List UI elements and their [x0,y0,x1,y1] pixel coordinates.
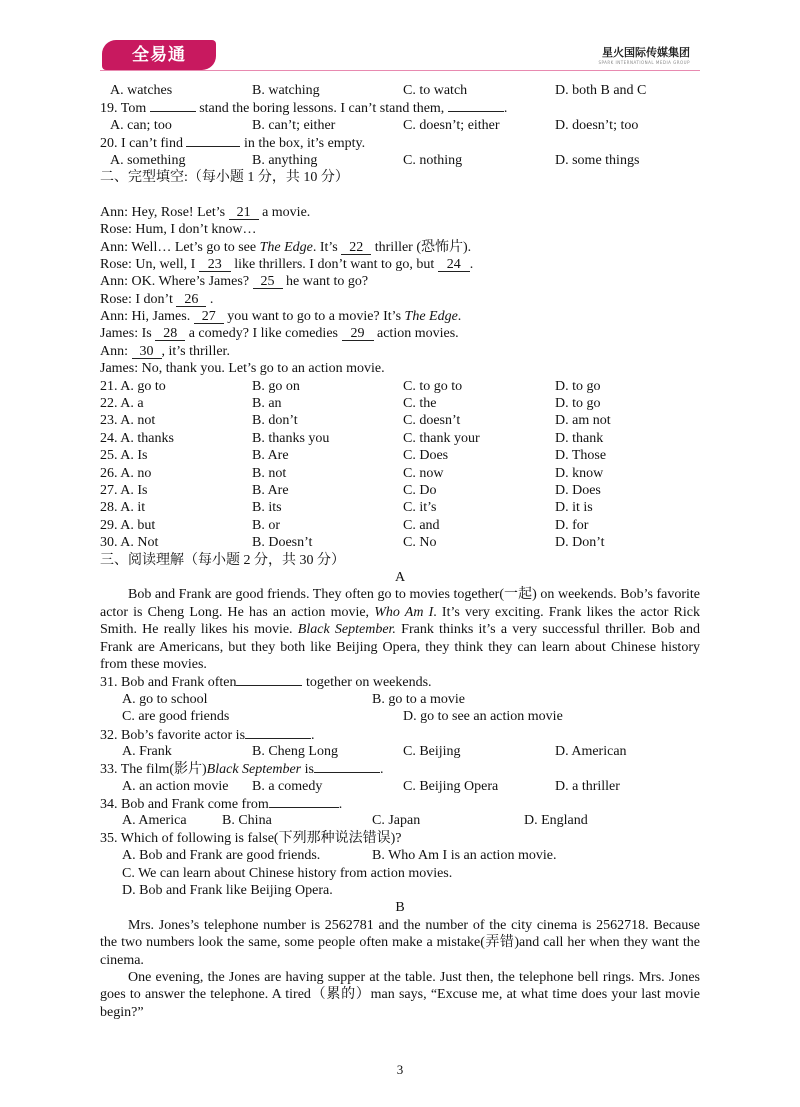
question-34: 34. Bob and Frank come from . [100,797,343,813]
option: D. am not [555,413,611,429]
option: D. for [555,517,589,533]
option: 21. A. go to [100,378,166,394]
option: D. a thriller [555,778,620,794]
option: C. Do [403,482,437,498]
option: D. it is [555,500,593,516]
cloze-option-row [100,534,700,551]
dialogue-line: Rose: Un, well, I 23 like thrillers. I don’t want to go, but 24 . [100,256,474,272]
option: D. know [555,465,604,481]
option: B. its [252,500,282,516]
option: A. Bob and Frank are good friends. [122,848,321,864]
brand-logo: 全易通 [102,40,216,70]
option: B. Are [252,482,289,498]
option: 26. A. no [100,465,152,481]
question-32: 32. Bob’s favorite actor is . [100,727,315,743]
q20-options [100,152,700,169]
option: C. the [403,396,437,412]
q33-options [100,778,700,795]
option: B. can’t; either [252,117,336,133]
publisher-name-en: SPARK INTERNATIONAL MEDIA GROUP [598,60,690,65]
cloze-option-row [100,378,700,395]
option: D. Does [555,482,601,498]
option: A. go to school [122,691,208,707]
option: C. and [403,517,440,533]
option: B. Who Am I is an action movie. [372,848,557,864]
option: 25. A. Is [100,448,148,464]
option: 30. A. Not [100,535,159,551]
option: C. are good friends [122,709,230,725]
q32-options [100,743,700,760]
question-35: 35. Which of following is false(下列那种说法错误)? [100,830,402,846]
option: D. thank [555,430,604,446]
option: B. Cheng Long [252,743,338,759]
option: 28. A. it [100,500,146,516]
option: C. it’s [403,500,437,516]
option: C. Beijing [403,743,461,759]
option: B. go on [252,378,300,394]
cloze-option-row [100,517,700,534]
option: D. England [524,813,588,829]
option: D. Bob and Frank like Beijing Opera. [122,883,333,899]
option: B. watching [252,83,320,98]
q35-options [100,865,700,882]
option: D. to go [555,396,601,412]
option: C. to watch [403,83,468,98]
option: C. No [403,535,437,551]
publisher-name: 星火国际传媒集团 [602,46,690,59]
question-31: 31. Bob and Frank often together on weekends. [100,675,432,691]
dialogue-line: Ann: 30 , it’s thriller. [100,343,230,359]
option: A. can; too [110,117,172,133]
section-2-title: 二、完型填空:（每小题 1 分，共 10 分） [100,169,349,185]
option: 23. A. not [100,413,156,429]
passage-b-label: B [395,900,405,916]
dialogue-line: Rose: I don’t 26 . [100,291,214,307]
option: A. watches [110,83,173,98]
header-divider [100,70,700,71]
option: A. an action movie [122,778,229,794]
passage-b-paragraph: One evening, the Jones are having supper at the table. Just then, the telephone bell rings. Mrs. Jones goes to answer the telephone. A tired（累的）man says, “Excuse me, at what time does your last movie begin?” [100,970,700,1020]
cloze-option-row [100,447,700,464]
question-19: 19. Tom stand the boring lessons. I can’t stand them, . [100,101,508,117]
q31-options [100,691,700,708]
cloze-option-row [100,482,700,499]
option: B. not [252,465,287,481]
option: B. an [252,396,282,412]
option: C. Does [403,448,449,464]
option: C. to go to [403,378,463,394]
option: B. go to a movie [372,691,465,707]
passage-a-label: A [394,569,406,585]
dialogue-line: Ann: Well… Let’s go to see The Edge. It’s 22 thriller (恐怖片). [100,239,472,255]
option: D. doesn’t; too [555,117,639,133]
option: D. Those [555,448,607,464]
dialogue-line: Rose: Hum, I don’t know… [100,222,257,238]
page-number: 3 [396,1062,404,1077]
option: 22. A. a [100,396,144,412]
dialogue-line: Ann: OK. Where’s James? 25 he want to go? [100,274,369,290]
dialogue-line: Ann: Hey, Rose! Let’s 21 a movie. [100,204,311,220]
option: D. go to see an action movie [403,709,563,725]
q19-options [100,117,700,134]
option: B. or [252,517,280,533]
publisher-mark [598,44,690,65]
q35-options [100,882,700,899]
option: B. don’t [252,413,298,429]
question-20: 20. I can’t find in the box, it’s empty. [100,136,366,152]
q35-options [100,847,700,864]
option: D. some things [555,152,640,168]
question-33: 33. The film(影片)Black September is . [100,762,384,778]
option: B. Doesn’t [252,535,313,551]
option: A. America [122,813,187,829]
option: B. China [222,813,272,829]
cloze-option-row [100,465,700,482]
option: C. Beijing Opera [403,778,499,794]
cloze-option-row [100,499,700,516]
option: B. thanks you [252,430,330,446]
q34-options [100,812,700,829]
option: C. doesn’t [403,413,461,429]
option: C. We can learn about Chinese history from action movies. [122,865,453,881]
cloze-option-row [100,412,700,429]
option: C. thank your [403,430,480,446]
option: 24. A. thanks [100,430,174,446]
q31-options [100,708,700,725]
option: D. Don’t [555,535,605,551]
dialogue-line: Ann: Hi, James. 27 you want to go to a movie? It’s The Edge. [100,309,462,325]
exam-content [100,82,700,1021]
cloze-option-row [100,430,700,447]
option: D. American [555,743,627,759]
option: C. Japan [372,813,421,829]
option: D. to go [555,378,601,394]
option: A. something [110,152,186,168]
cloze-options [100,378,700,552]
dialogue-line: James: No, thank you. Let’s go to an action movie. [100,361,385,377]
q18-options [100,82,700,99]
cloze-option-row [100,395,700,412]
option: B. anything [252,152,318,168]
option: D. both B and C [555,83,647,98]
option: A. Frank [122,743,172,759]
option: B. Are [252,448,289,464]
passage-a-text: Bob and Frank are good friends. They often go to movies together(一起) on weekends. Bob’s favorite actor is Cheng Long. He has an action movie, Who Am I. It’s very exciting. Frank likes the actor Rick Smith. He really likes his movie. Black September. Frank thinks it’s a very successful thriller. Bob and Frank are Americans, but they both like Beijing Opera, they think they can learn about Chinese history from these movies. [100,587,700,672]
option: B. a comedy [252,778,323,794]
option: C. nothing [403,152,463,168]
option: 29. A. but [100,517,156,533]
section-3-title: 三、阅读理解（每小题 2 分，共 30 分） [100,552,345,568]
option: C. now [403,465,444,481]
dialogue-line: James: Is 28 a comedy? I like comedies 29 action movies. [100,326,459,342]
option: 27. A. Is [100,482,148,498]
passage-b-paragraph: Mrs. Jones’s telephone number is 2562781 and the number of the city cinema is 2562718. Because the two numbers look the same, some people often make a mistake(弄错)and call her when they want the cinema. [100,917,700,968]
option: C. doesn’t; either [403,117,500,133]
